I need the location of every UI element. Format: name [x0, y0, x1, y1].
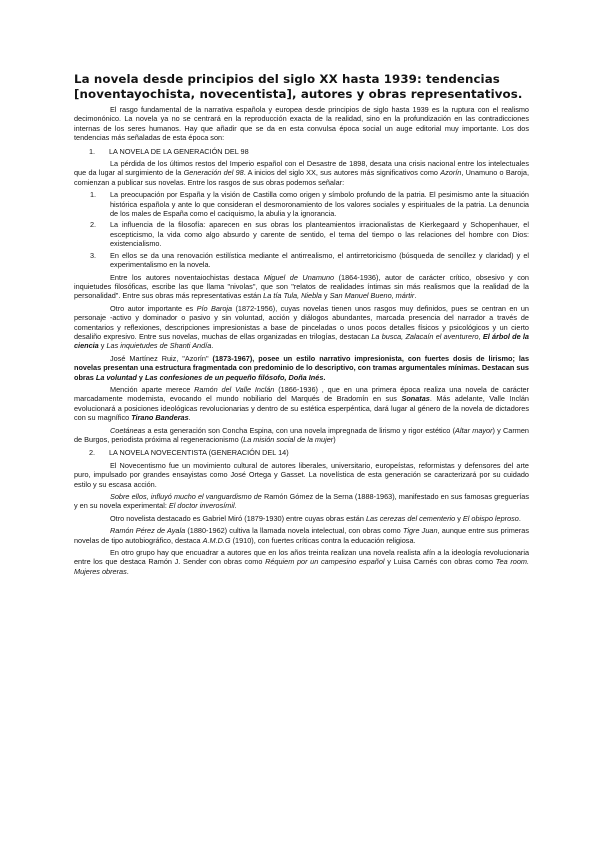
- text-run: La voluntad: [95, 372, 137, 382]
- unamuno-paragraph: [74, 273, 529, 301]
- text-run: Tea room. Mujeres obreras: [74, 557, 529, 576]
- text-run: La misión social de la mujer: [243, 435, 334, 444]
- text-run: La tía Tula, Niebla: [263, 291, 322, 301]
- text-run: Tigre Juan: [402, 526, 438, 536]
- text-run: Ramón Gómez de la Serna: [263, 492, 353, 502]
- coetaneas-paragraph: [74, 426, 529, 445]
- text-run: (1910), con fuertes críticas contra la educación religiosa.: [230, 535, 416, 545]
- otro-grupo-paragraph: [74, 548, 529, 576]
- text-run: ): [333, 435, 336, 444]
- list-item: [74, 251, 529, 270]
- section-2-title: LA NOVELA NOVECENTISTA (GENERACIÓN DEL 14): [109, 448, 289, 458]
- text-run: (1888-1963), manifestado en sus famosas greguerías y en su novela experimental:: [74, 492, 529, 511]
- text-run: Azorín: [440, 168, 462, 178]
- text-run: .: [234, 501, 237, 511]
- text-run: Ramón Pérez de Ayala: [110, 526, 186, 536]
- list-number: 1.: [90, 190, 97, 200]
- text-run: , Unamuno o Baroja, comienzan a publicar sus novelas. Entre los rasgos de sus obras podemos señalar:: [74, 168, 529, 187]
- page-title: La novela desde principios del siglo XX hasta 1939: tendencias [noventayochista, novecentista], autores y obras representativos.: [74, 72, 523, 101]
- section-2-number: 2.: [89, 448, 96, 458]
- text-run: .: [211, 341, 214, 351]
- text-run: y Luisa Carnés con obras como: [384, 557, 496, 567]
- text-run: La busca, Zalacaín el aventurero: [371, 331, 479, 341]
- text-run: Generación del 98: [183, 168, 244, 178]
- text-run: Pío Baroja: [196, 303, 233, 313]
- text-run: .: [323, 372, 326, 382]
- list-number: 2.: [90, 220, 97, 230]
- text-run: Altar mayor: [455, 425, 493, 435]
- text-run: Mención aparte merece: [110, 384, 195, 394]
- list-item: [74, 190, 529, 218]
- text-run: En otro grupo hay que encuadrar a autores que en los años treinta realizan una novela realista afín a la ideología revolucionaria entre los que destaca Ramón J. Sender con obras como: [74, 548, 529, 567]
- text-run: (1866-1936) , que en una primera época realiza una novela de carácter marcadamente modernista, evocando el mundo nobiliario del Marqués de Bradomín en sus: [74, 384, 529, 404]
- text-run: y: [98, 341, 107, 351]
- text-run: ,: [478, 331, 483, 341]
- text-run: El doctor inverosímil: [168, 501, 235, 511]
- valle-inclan-paragraph: [74, 385, 529, 423]
- text-run: Sobre ellos, influyó mucho el vanguardismo de: [110, 492, 264, 502]
- text-run: (1879-1930) entre cuyas obras están: [242, 513, 366, 523]
- text-run: .: [126, 566, 129, 576]
- text-run: .: [518, 513, 521, 523]
- list-number: 3.: [90, 250, 97, 260]
- baroja-paragraph: [74, 304, 529, 351]
- list-item: [74, 220, 529, 248]
- list-item-text: En ellos se da una renovación estilística mediante el antirrealismo, el antirretoricismo (búsqueda de sencillez y claridad) y el experimentalismo en la novela.: [110, 250, 529, 270]
- text-run: Las confesiones de un pequeño filósofo, Doña Inés: [144, 372, 324, 382]
- text-run: (1873-1967), posee un estilo narrativo impresionista, con fuertes dosis de lirismo; las novelas presentan una estructura fragmentada con predominio de lo descriptivo, con tramas argumentales mínimas. Destacan sus obras: [74, 353, 529, 382]
- novecentismo-paragraph: El Novecentismo fue un movimiento cultural de autores liberales, universitario, europeístas, reformistas y defensores del arte puro, impulsado por grandes ensayistas como José Ortega y Gasset. La novelística de esta generación se caracterizará por su cuidado estilo y su escasa acción.: [74, 460, 529, 489]
- intro-paragraph: El rasgo fundamental de la narrativa española y europea desde principios de siglo hasta 1939 es la ruptura con el realismo decimonónico. La novela ya no se centrará en la reproducción exacta de la realidad, sino en la profundización en las contradicciones internas de los seres humanos. Hay que añadir que se da en esta convulsa época social un auge editorial muy importante. Los dos tendencias más señaladas de esta época son:: [74, 105, 529, 143]
- text-run: Ramón del Valle Inclán: [194, 384, 275, 394]
- text-run: Coetáneas: [110, 425, 146, 435]
- text-run: El árbol de la ciencia: [74, 331, 529, 351]
- text-run: Las cerezas del cementerio: [365, 513, 456, 523]
- text-run: y: [321, 291, 330, 301]
- text-run: a esta generación son Concha Espina, con una novela impregnada de lirismo y rigor estético (: [145, 425, 456, 435]
- text-run: Otro autor importante es: [110, 303, 197, 313]
- azorin-paragraph: [74, 354, 529, 382]
- text-run: Las inquietudes de Shanti Andía: [106, 341, 212, 351]
- text-run: Sonatas: [401, 394, 430, 404]
- section-1-number: 1.: [89, 146, 96, 156]
- text-run: Tirano Banderas: [131, 413, 189, 423]
- generacion-98-paragraph: [74, 159, 529, 187]
- section-1-heading: [89, 147, 529, 156]
- section-1-title: LA NOVELA DE LA GENERACIÓN DEL 98: [109, 146, 249, 156]
- text-run: . A inicios del siglo XX, sus autores más significativos como: [243, 168, 441, 178]
- text-run: y: [136, 372, 145, 382]
- text-run: , aunque entre sus primeras novelas de tipo autobiográfico, destaca: [74, 526, 529, 545]
- text-run: Otro novelista destacado es: [110, 513, 203, 523]
- text-run: ) y Carmen de Burgos, periodista próxima al regeneracionismo (: [74, 425, 529, 444]
- text-run: José Martínez Ruiz, "Azorín": [110, 353, 209, 363]
- text-run: San Manuel Bueno, mártir: [329, 291, 415, 301]
- list-item-text: La preocupación por España y la visión de Castilla como origen y símbolo profundo de la patria. El pesimismo ante la situación histórica española y ante lo que consideran el desmoronamiento de los valores sociales y espirituales de la patria. La denuncia de los males de España como el caciquismo, la abulia y la ignorancia.: [110, 190, 529, 219]
- text-run: La pérdida de los últimos restos del Imperio español con el Desastre de 1898, desata una crisis nacional entre los intelectuales que da lugar al surgimiento de la: [74, 159, 529, 178]
- rasgos-list: [74, 190, 529, 269]
- perez-de-ayala-paragraph: [74, 526, 529, 545]
- text-run: Entre los autores noventaiochistas destaca: [110, 272, 264, 282]
- text-run: Gabriel Miró: [202, 513, 243, 523]
- text-run: A.M.D.G: [202, 535, 231, 545]
- text-run: (1872-1956), cuyas novelas tienen unos rasgos muy definidos, pues se centran en un personaje -activo y dominador o pasivo y sin voluntad, acción y diálogos abundantes, marcada presencia del narrador a través de comentarios y reflexiones, descripciones impresionistas a base de pinceladas o unos pocos detalles físicos y psicológicos y un cierto desaliño expresivo. Entre sus novelas, muchas de ellas organizadas en trilogías, destacan: [74, 303, 529, 341]
- text-run: .: [414, 291, 417, 301]
- text-run: (1864-1936), autor de carácter crítico, obsesivo y con inquietudes filosóficas, escribe las que llama "nivolas", que son "relatos de realidades íntimas sin más realismos que la realidad de la personalidad". Entre sus obras más representativas están: [74, 272, 529, 301]
- document-page: [74, 72, 529, 579]
- text-run: .: [188, 413, 191, 423]
- text-run: (1880-1962) cultiva la llamada novela intelectual, con obras como: [185, 526, 403, 536]
- miro-paragraph: [74, 514, 529, 523]
- text-run: . Más adelante, Valle Inclán evolucionará a posiciones ideológicas revolucionarias y dentro de su estética esperpéntica, dará lugar al género de la novela de dictadores con su magnífico: [74, 394, 529, 423]
- section-2-heading: [89, 448, 529, 457]
- text-run: Miguel de Unamuno: [263, 272, 335, 282]
- gomez-de-la-serna-paragraph: [74, 492, 529, 511]
- text-run: y: [455, 513, 463, 523]
- list-item-text: La influencia de la filosofía: aparecen en sus obras los planteamientos irracionalistas de Kierkegaard y Schopenhauer, el escepticismo, la vida como algo absurdo y carente de sentido, el tema del tiempo o las relaciones del hombre con Dios: existencialismo.: [110, 220, 529, 249]
- text-run: El obispo leproso: [462, 513, 519, 523]
- text-run: Réquiem por un campesino español: [265, 557, 385, 567]
